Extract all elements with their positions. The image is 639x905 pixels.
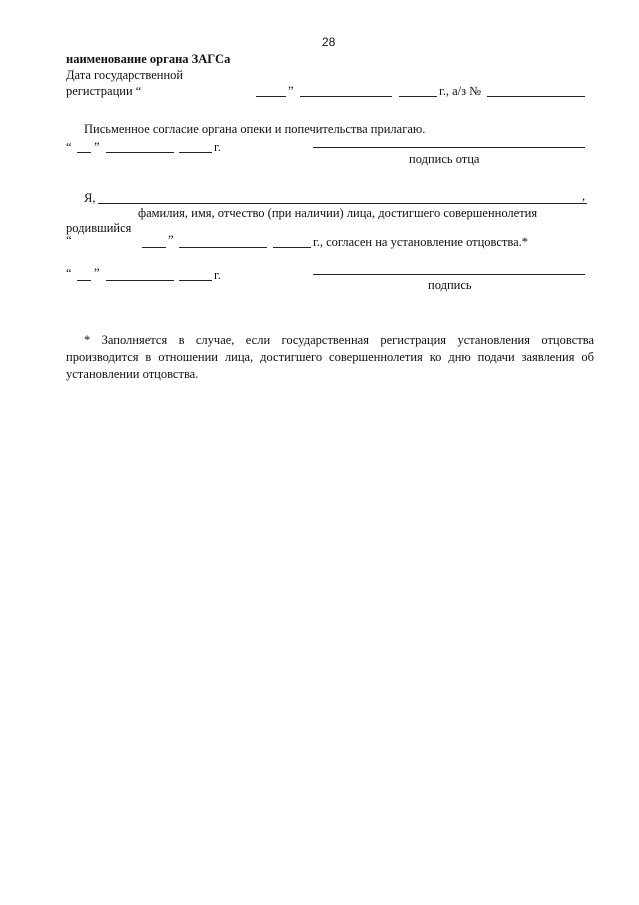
born-label: родившийся bbox=[66, 221, 132, 235]
guardianship-consent-text: Письменное согласие органа опеки и попечительства прилагаю. bbox=[84, 122, 426, 136]
sign-date-open: “ bbox=[66, 266, 72, 280]
reg-year-blank bbox=[399, 96, 437, 97]
born-day-blank bbox=[142, 247, 166, 248]
sign-month-blank bbox=[106, 280, 174, 281]
born-month-blank bbox=[179, 247, 267, 248]
consent-year-blank bbox=[179, 152, 212, 153]
consent-day-blank bbox=[77, 152, 91, 153]
consent-year-suffix: г. bbox=[214, 140, 221, 154]
born-year-blank bbox=[273, 247, 311, 248]
consent-month-blank bbox=[106, 152, 174, 153]
reg-month-blank bbox=[300, 96, 392, 97]
sign-year-suffix: г. bbox=[214, 268, 221, 282]
reg-day-blank bbox=[256, 96, 286, 97]
person-signature-line bbox=[313, 274, 585, 275]
sign-date-close: ” bbox=[94, 266, 100, 280]
born-date-close: ” bbox=[168, 233, 174, 247]
person-name-caption: фамилия, имя, отчество (при наличии) лица, достигшего совершеннолетия bbox=[138, 206, 538, 220]
person-name-comma: , bbox=[582, 189, 586, 203]
reg-year-suffix: г., а/з № bbox=[439, 84, 482, 98]
consent-date-open: “ bbox=[66, 140, 72, 154]
father-signature-caption: подпись отца bbox=[409, 152, 480, 166]
authority-title: наименование органа ЗАГСа bbox=[66, 52, 231, 66]
reg-record-number-blank bbox=[487, 96, 585, 97]
person-name-line bbox=[98, 203, 587, 204]
sign-day-blank bbox=[77, 280, 91, 281]
person-prefix: Я, bbox=[84, 191, 96, 205]
reg-date-label-1: Дата государственной bbox=[66, 68, 184, 82]
sign-year-blank bbox=[179, 280, 212, 281]
reg-quote-close: ” bbox=[288, 84, 294, 98]
footnote: * Заполняется в случае, если государственная регистрация установления отцовства производится в отношении лица, достигшего совершеннолетия ко дню подачи заявления об установлении отцовства. bbox=[66, 333, 594, 381]
page-number: 28 bbox=[322, 35, 336, 49]
born-date-open: “ bbox=[66, 233, 72, 247]
consent-date-close: ” bbox=[94, 140, 100, 154]
paternity-consent-text: г., согласен на установление отцовства.* bbox=[313, 235, 529, 249]
person-signature-caption: подпись bbox=[428, 278, 472, 292]
reg-date-label-2: регистрации “ bbox=[66, 84, 142, 98]
father-signature-line bbox=[313, 147, 585, 148]
